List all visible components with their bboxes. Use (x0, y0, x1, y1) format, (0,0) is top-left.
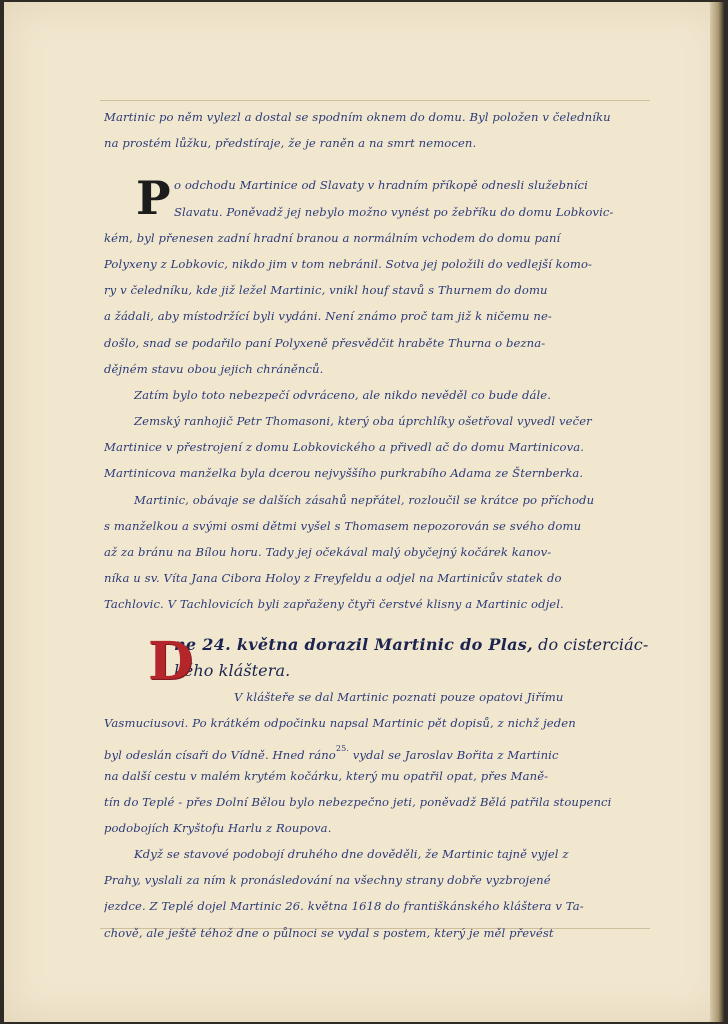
text-line: tín do Teplé - přes Dolní Bělou bylo nebezpečno jeti, poněvadž Bělá patřila stoupenci (104, 794, 612, 809)
text-line: s manželkou a svými osmi dětmi vyšel s Thomasem nepozorován se svého domu (104, 518, 582, 533)
text-line: kém, byl přenesen zadní hradní branou a normálním vchodem do domu paní (104, 230, 561, 245)
text-line: podobojích Kryštofu Harlu z Roupova. (104, 820, 332, 835)
text-line: chově, ale ještě téhož dne o půlnoci se vydal s postem, který je měl převést (104, 925, 554, 940)
text-line: na prostém lůžku, předstíraje, že je raněn a na smrt nemocen. (104, 136, 477, 151)
text-line: Tachlovic. V Tachlovicích byli zapřaženy čtyři čerstvé klisny a Martinic odjel. (104, 597, 564, 612)
text-line: Zemský ranhojič Petr Thomasoni, který oba úprchlíky ošetřoval vyvedl večer (134, 414, 592, 429)
text-line: Vasmuciusovi. Po krátkém odpočinku napsal Martinic pět dopisů, z nichž jeden (104, 716, 576, 731)
dropcap-d: D (148, 630, 194, 692)
text-line: Prahy, vyslali za ním k pronásledování na všechny strany dobře vyzbrojené (104, 873, 551, 888)
text-line (104, 736, 652, 762)
text-line: Polyxeny z Lobkovic, nikdo jim v tom nebránil. Sotva jej položili do vedlejší komo- (104, 256, 593, 271)
text-line: Martinic po něm vylezl a dostal se spodním oknem do domu. Byl položen v čeledníku (104, 110, 611, 124)
text-line: Martinicova manželka byla dcerou nejvyššího purkrabího Adama ze Šternberka. (104, 466, 584, 481)
text-line: Martinice v přestrojení z domu Lobkovického a přivedl ač do domu Martinicova. (104, 440, 585, 455)
text-line: o odchodu Martinice od Slavaty v hradním příkopě odnesli služebníci (174, 178, 588, 193)
text-line: jezdce. Z Teplé dojel Martinic 26. května 1618 do františkánského kláštera v Ta- (104, 899, 584, 914)
paragraph-dne-24 (104, 632, 652, 711)
heading-rest: do cisterciác- (532, 634, 649, 654)
text-line: V klášteře se dal Martinic poznati pouze opatovi Jiřímu (234, 689, 564, 704)
text-line: Když se stavové podobojí druhého dne dověděli, že Martinic tajně vyjel z (134, 847, 569, 862)
text-line-start: byl odeslán císaři do Vídně. Hned ráno (104, 748, 336, 763)
text-line: došlo, snad se podařilo paní Polyxeně přesvědčit hraběte Thurna o bezna- (104, 335, 546, 350)
paragraph-po-odchodu (104, 172, 652, 382)
text-line: Slavatu. Poněvadž jej nebylo možno vynést po žebříku do domu Lobkovic- (174, 204, 614, 219)
book-spine (710, 2, 724, 1022)
text-line: níka u sv. Víta Jana Cibora Holoy z Freyfeldu a odjel na Martinicův statek do (104, 571, 562, 586)
top-rule (100, 100, 650, 101)
handwritten-text (104, 104, 652, 946)
text-line: Martinic, obávaje se dalších zásahů nepřátel, rozloučil se krátce po příchodu (134, 492, 595, 507)
text-line: na další cestu v malém krytém kočárku, který mu opatřil opat, přes Maně- (104, 768, 549, 783)
text-line: dějném stavu obou jejich chráněnců. (104, 361, 324, 376)
heading-line-2: kého kláštera. (174, 660, 291, 680)
text-line: Zatím bylo toto nebezpečí odvráceno, ale nikdo nevěděl co bude dále. (134, 387, 552, 402)
text-line: ry v čeledníku, kde již ležel Martinic, vnikl houf stavů s Thurnem do domu (104, 283, 548, 298)
dropcap-p: P (136, 171, 171, 226)
text-line: až za bránu na Bílou horu. Tady jej očekával malý obyčejný kočárek kanov- (104, 545, 552, 559)
text-line: a žádali, aby místodržící byli vydáni. Není známo proč tam již k ničemu ne- (104, 309, 552, 324)
manuscript-page (4, 2, 724, 1022)
text-line-end: vydal se Jaroslav Bořita z Martinic (348, 748, 559, 763)
heading-bold: ne 24. května dorazil Martinic do Plas, (174, 634, 533, 654)
footnote-superscript: 25. (335, 744, 349, 754)
